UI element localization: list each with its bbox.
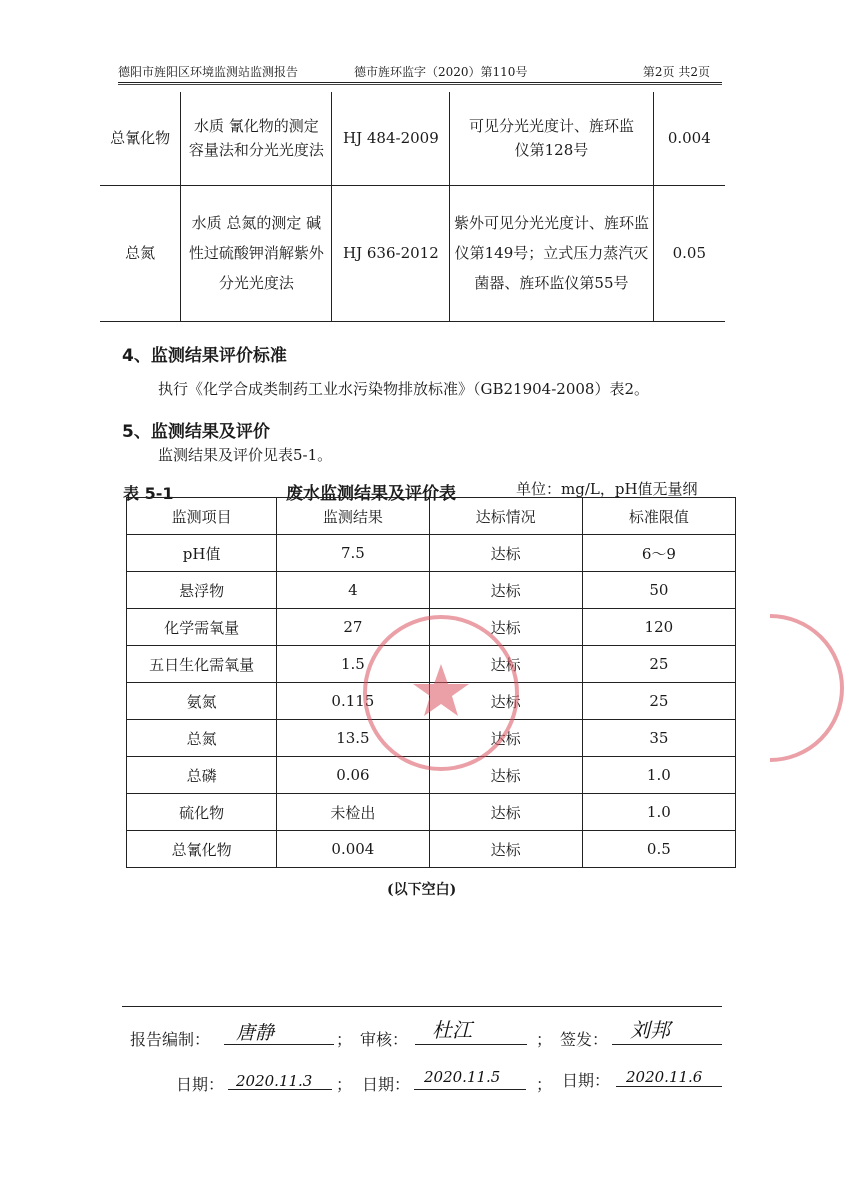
header-rule — [118, 84, 722, 85]
date-label: 日期： — [562, 1071, 611, 1090]
seal-fragment-icon — [760, 608, 849, 768]
cell-item: 总氰化物 — [127, 831, 277, 868]
method-name: 水质 总氮的测定 碱性过硫酸钾消解紫外分光光度法 — [181, 185, 332, 321]
cell-limit: 1.0 — [582, 757, 735, 794]
reviewed-by-signature: 杜江 — [432, 1018, 472, 1042]
section5-text: 监测结果及评价见表5-1。 — [158, 446, 333, 464]
cell-status: 达标 — [429, 720, 582, 757]
header-page-number: 第2页 共2页 — [642, 65, 710, 79]
reviewed-date: 2020.11.5 — [424, 1068, 501, 1086]
cell-result: 0.06 — [277, 757, 429, 794]
reviewed-by-label: 审核： — [360, 1030, 409, 1049]
method-standard: HJ 484-2009 — [332, 92, 450, 185]
method-instrument: 紫外可见分光光度计、旌环监仪第149号；立式压力蒸汽灭菌器、旌环监仪第55号 — [450, 185, 653, 321]
table-unit: 单位：mg/L，pH值无量纲 — [516, 480, 698, 498]
cell-limit: 120 — [582, 609, 735, 646]
cell-result: 7.5 — [277, 535, 429, 572]
table-header-row — [127, 498, 736, 535]
cell-result: 1.5 — [277, 646, 429, 683]
column-header: 标准限值 — [582, 498, 735, 535]
table-row — [127, 572, 736, 609]
issued-by-signature: 刘邦 — [630, 1018, 670, 1042]
method-standard: HJ 636-2012 — [332, 185, 450, 321]
cell-result: 未检出 — [277, 794, 429, 831]
cell-item: 氨氮 — [127, 683, 277, 720]
separator: ； — [336, 1030, 353, 1049]
column-header: 监测项目 — [127, 498, 277, 535]
table-row — [100, 92, 725, 185]
cell-limit: 25 — [582, 646, 735, 683]
cell-status: 达标 — [429, 535, 582, 572]
cell-item: 总磷 — [127, 757, 277, 794]
cell-status: 达标 — [429, 683, 582, 720]
cell-result: 27 — [277, 609, 429, 646]
cell-limit: 6～9 — [582, 535, 735, 572]
prepared-by-label: 报告编制： — [130, 1030, 211, 1049]
cell-limit: 1.0 — [582, 794, 735, 831]
cell-result: 13.5 — [277, 720, 429, 757]
cell-result: 4 — [277, 572, 429, 609]
section4-text: 执行《化学合成类制药工业水污染物排放标准》（GB21904-2008）表2。 — [158, 380, 650, 398]
method-item: 总氰化物 — [100, 92, 181, 185]
table-row — [127, 794, 736, 831]
cell-item: 五日生化需氧量 — [127, 646, 277, 683]
table-row — [127, 535, 736, 572]
method-limit: 0.004 — [653, 92, 725, 185]
separator: ； — [336, 1075, 353, 1094]
section5-heading: 5、监测结果及评价 — [122, 422, 270, 442]
method-instrument: 可见分光光度计、旌环监仪第128号 — [450, 92, 653, 185]
table-title: 废水监测结果及评价表 — [286, 484, 456, 504]
cell-status: 达标 — [429, 646, 582, 683]
date-label: 日期： — [362, 1075, 411, 1094]
method-name: 水质 氰化物的测定 容量法和分光光度法 — [181, 92, 332, 185]
cell-limit: 35 — [582, 720, 735, 757]
cell-result: 0.115 — [277, 683, 429, 720]
prepared-date: 2020.11.3 — [236, 1072, 313, 1090]
cell-result: 0.004 — [277, 831, 429, 868]
cell-limit: 0.5 — [582, 831, 735, 868]
signature-rule — [122, 1006, 722, 1007]
separator: ； — [536, 1075, 553, 1094]
method-item: 总氮 — [100, 185, 181, 321]
header-org: 德阳市旌阳区环境监测站监测报告 — [118, 65, 299, 79]
cell-status: 达标 — [429, 572, 582, 609]
cell-item: 总氮 — [127, 720, 277, 757]
cell-item: 悬浮物 — [127, 572, 277, 609]
cell-status: 达标 — [429, 794, 582, 831]
column-header: 监测结果 — [277, 498, 429, 535]
issued-date: 2020.11.6 — [626, 1068, 703, 1086]
table-number: 表 5-1 — [123, 484, 174, 503]
end-of-content-note: (以下空白) — [387, 882, 457, 898]
official-seal-icon — [360, 612, 522, 774]
methods-table — [100, 92, 725, 322]
date-label: 日期： — [176, 1075, 225, 1094]
cell-status: 达标 — [429, 831, 582, 868]
header-doc-number: 德市旌环监字（2020）第110号 — [354, 65, 528, 79]
separator: ； — [536, 1030, 553, 1049]
cell-status: 达标 — [429, 757, 582, 794]
column-header: 达标情况 — [429, 498, 582, 535]
page-header — [118, 60, 722, 83]
cell-status: 达标 — [429, 609, 582, 646]
cell-item: pH值 — [127, 535, 277, 572]
cell-limit: 25 — [582, 683, 735, 720]
section4-heading: 4、监测结果评价标准 — [122, 346, 287, 366]
issued-by-label: 签发： — [560, 1030, 609, 1049]
prepared-by-signature: 唐静 — [236, 1022, 275, 1044]
table-row — [127, 831, 736, 868]
method-limit: 0.05 — [653, 185, 725, 321]
cell-item: 化学需氧量 — [127, 609, 277, 646]
table-row — [100, 185, 725, 321]
cell-item: 硫化物 — [127, 794, 277, 831]
cell-limit: 50 — [582, 572, 735, 609]
